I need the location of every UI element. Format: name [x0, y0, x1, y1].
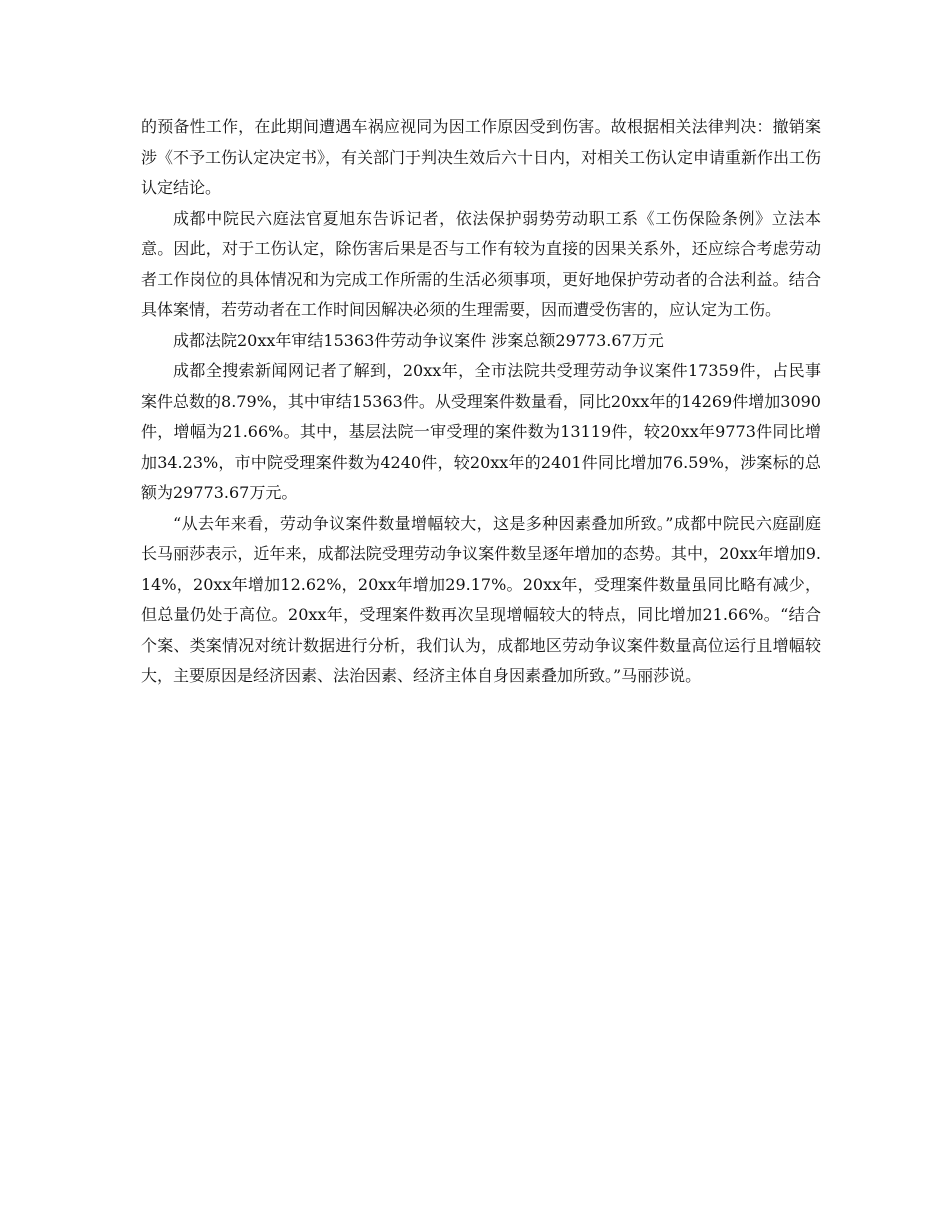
news-headline: 成都法院20xx年审结15363件劳动争议案件 涉案总额29773.67万元	[173, 330, 664, 350]
paragraph-statistics: 成都全搜索新闻网记者了解到，20xx年，全市法院共受理劳动争议案件17359件，占民事案件总数的8.79%，其中审结15363件。从受理案件数量看，同比20xx年的14269件增加3090件，增幅为21.66%。其中，基层法院一审受理的案件数为13119件，较20xx年9773件同比增加34.23%，市中院受理案件数为4240件，较20xx年的2401件同比增加76.59%，涉案标的总额为29773.67万元。	[141, 361, 821, 502]
document-body	[141, 112, 821, 692]
paragraph-quote: “从去年来看，劳动争议案件数量增幅较大，这是多种因素叠加所致。”成都中院民六庭副庭长马丽莎表示，近年来，成都法院受理劳动争议案件数呈逐年增加的态势。其中，20xx年增加9.14%，20xx年增加12.62%，20xx年增加29.17%。20xx年，受理案件数量虽同比略有减少，但总量仍处于高位。20xx年，受理案件数再次呈现增幅较大的特点，同比增加21.66%。“结合个案、类案情况对统计数据进行分析，我们认为，成都地区劳动争议案件数量高位运行且增幅较大，主要原因是经济因素、法治因素、经济主体自身因素叠加所致。”马丽莎说。	[141, 513, 821, 685]
paragraph-judge-statement: 成都中院民六庭法官夏旭东告诉记者，依法保护弱势劳动职工系《工伤保险条例》立法本意。因此，对于工伤认定，除伤害后果是否与工作有较为直接的因果关系外，还应综合考虑劳动者工作岗位的具体情况和为完成工作所需的生活必须事项，更好地保护劳动者的合法利益。结合具体案情，若劳动者在工作时间因解决必须的生理需要，因而遭受伤害的，应认定为工伤。	[141, 208, 821, 319]
paragraph-continuation: 的预备性工作，在此期间遭遇车祸应视同为因工作原因受到伤害。故根据相关法律判决：撤销案涉《不予工伤认定决定书》，有关部门于判决生效后六十日内，对相关工伤认定申请重新作出工伤认定结论。	[141, 117, 822, 197]
